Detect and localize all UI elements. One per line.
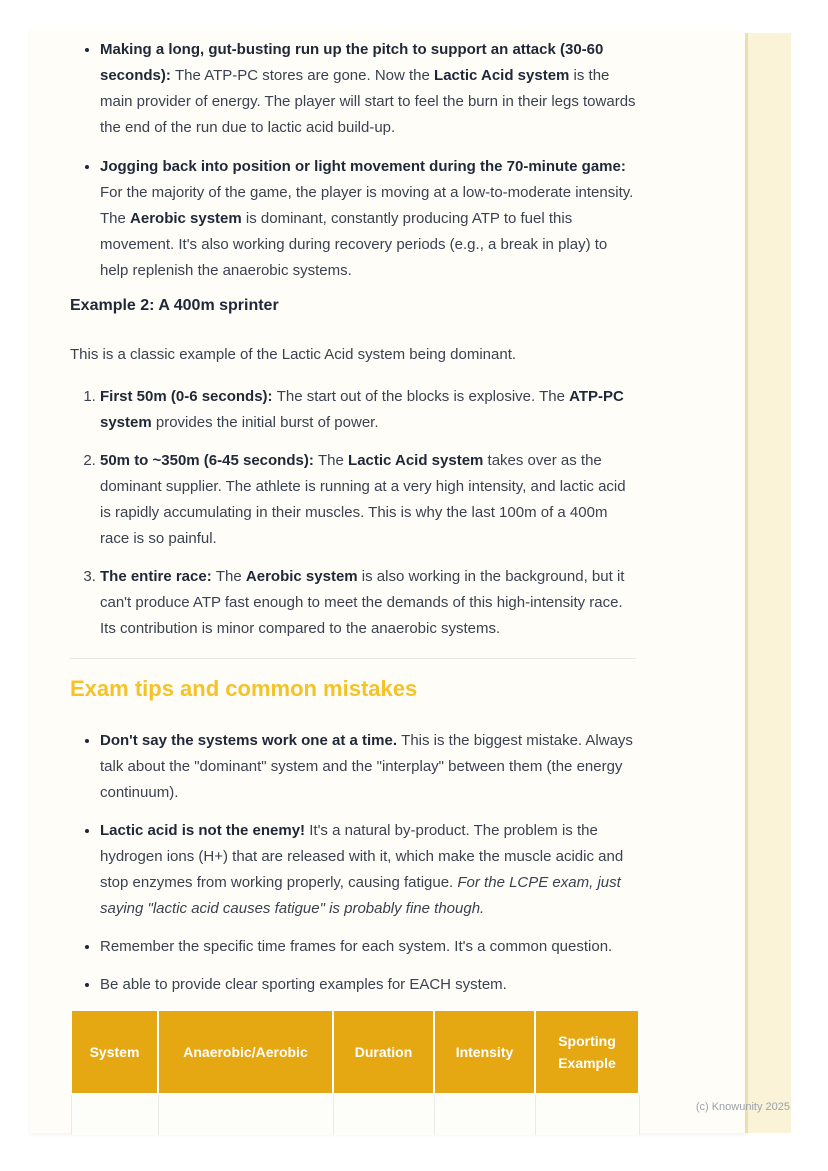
bold-text: ATP-PC system: [100, 388, 624, 431]
bold-text: Aerobic system: [245, 568, 358, 585]
exam-tips-list: [70, 727, 636, 998]
bold-text: Jogging back into position or light movement during the 70-minute game:: [100, 158, 626, 175]
table-empty-row: [71, 1094, 639, 1135]
bold-text: Lactic acid is not the enemy!: [100, 822, 310, 839]
bold-text: Lactic Acid system: [348, 452, 484, 469]
text: The ATP-PC stores are gone. Now the: [175, 67, 435, 84]
list-item: [100, 384, 636, 436]
text: is the main provider of energy. The player will start to feel the burn in their legs towards the end of the run due to lactic acid build-up.: [100, 67, 636, 136]
text: The: [215, 568, 246, 585]
energy-systems-table: [70, 1009, 640, 1135]
list-item: [100, 564, 636, 642]
text: It's a natural by-product. The problem is the hydrogen ions (H+) that are released with it, which make the muscle acidic and stop enzymes from working properly, causing fatigue.: [100, 822, 624, 891]
list-item: [100, 36, 636, 141]
column-header-anaerobic-aerobic: Anaerobic/Aerobic: [158, 1010, 333, 1094]
bold-text: Aerobic system: [130, 210, 242, 227]
document-content: [70, 36, 636, 1135]
list-item: [100, 933, 636, 960]
side-highlight-stripe: [745, 33, 791, 1133]
column-header-duration: Duration: [333, 1010, 434, 1094]
list-item: [100, 727, 636, 806]
example2-heading: Example 2: A 400m sprinter: [70, 297, 279, 314]
italic-text: For the LCPE exam, just saying "lactic acid causes fatigue" is probably fine though.: [100, 874, 621, 917]
empty-cell: [158, 1094, 333, 1135]
text: is also working in the background, but it can't produce ATP fast enough to meet the demands of this high-intensity race. Its contribution is minor compared to the anaerobic systems.: [100, 568, 625, 637]
table-header-row: [71, 1010, 639, 1094]
text: Remember the specific time frames for each system. It's a common question.: [100, 938, 613, 955]
text: Be able to provide clear sporting examples for EACH system.: [100, 976, 507, 993]
example2-intro: This is a classic example of the Lactic Acid system being dominant.: [70, 346, 517, 363]
text: provides the initial burst of power.: [151, 414, 379, 431]
list-item: [100, 971, 636, 998]
exam-tips-heading: Exam tips and common mistakes: [70, 676, 418, 701]
bold-text: Don't say the systems work one at a time.: [100, 732, 402, 749]
text: takes over as the dominant supplier. The athlete is running at a very high intensity, and lactic acid is rapidly accumulating in their muscles. This is why the last 100m of a 400m race is so painful.: [100, 452, 626, 547]
text: This is the biggest mistake. Always talk about the "dominant" system and the "interplay" between them (the energy continuum).: [100, 732, 633, 801]
bold-text: The entire race:: [100, 568, 216, 585]
bold-text: Making a long, gut-busting run up the pitch to support an attack (30-60 seconds):: [100, 41, 604, 84]
sprinter-steps-list: [70, 384, 636, 642]
empty-cell: [71, 1094, 158, 1135]
column-header-intensity: Intensity: [434, 1010, 535, 1094]
soccer-examples-list: [70, 36, 636, 284]
column-header-sporting-example: Sporting Example: [535, 1010, 639, 1094]
text: For the majority of the game, the player is moving at a low-to-moderate intensity. The: [100, 184, 634, 227]
section-divider: [70, 658, 636, 659]
bold-text: Lactic Acid system: [434, 67, 570, 84]
text: is dominant, constantly producing ATP to fuel this movement. It's also working during recovery periods (e.g., a break in play) to help replenish the anaerobic systems.: [100, 210, 608, 279]
list-item: [100, 448, 636, 552]
watermark: (c) Knowunity 2025: [695, 1101, 790, 1113]
empty-cell: [535, 1094, 639, 1135]
bold-text: First 50m (0-6 seconds):: [100, 388, 277, 405]
empty-cell: [333, 1094, 434, 1135]
list-item: [100, 153, 636, 284]
text: The: [318, 452, 349, 469]
bold-text: 50m to ~350m (6-45 seconds):: [100, 452, 319, 469]
empty-cell: [434, 1094, 535, 1135]
list-item: [100, 817, 636, 922]
column-header-system: System: [71, 1010, 158, 1094]
text: The start out of the blocks is explosive. The: [276, 388, 570, 405]
